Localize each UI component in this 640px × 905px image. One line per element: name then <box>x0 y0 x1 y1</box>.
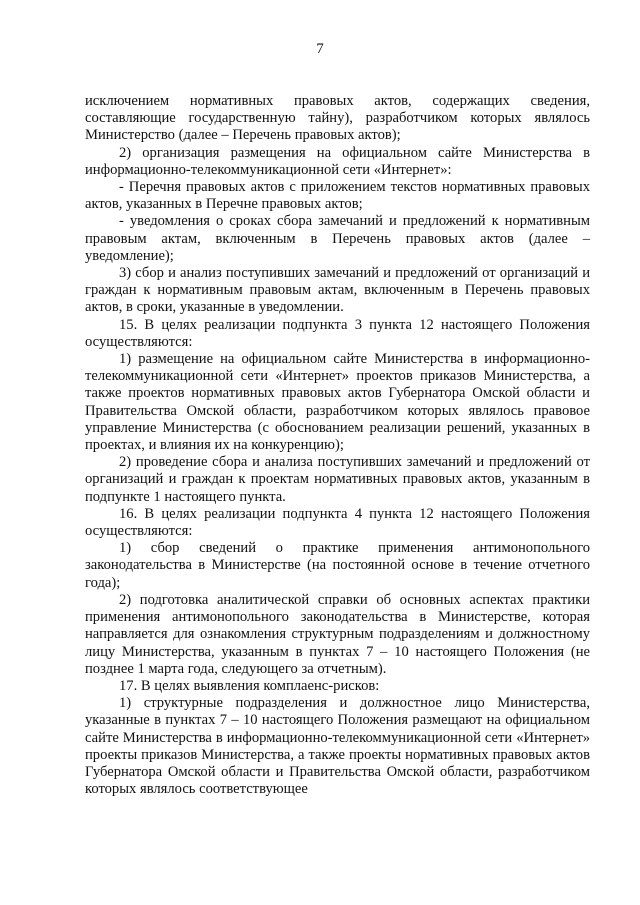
paragraph-item-2: 2) организация размещения на официальном сайте Министерства в информационно-телекоммуникационной сети «Интернет»: <box>85 144 590 178</box>
paragraph-dash-notification: - уведомления о сроках сбора замечаний и предложений к нормативным правовым актам, включенным в Перечень правовых актов (далее – уведомление); <box>85 213 590 264</box>
paragraph-clause-17: 17. В целях выявления комплаенс-рисков: <box>119 677 380 694</box>
document-body <box>85 93 590 798</box>
paragraph-clause-17-item-1: 1) структурные подразделения и должностное лицо Министерства, указанные в пунктах 7 – 10 настоящего Положения размещают на официальном сайте Министерства в информационно-телекоммуникационной сети «Интернет» проекты приказов Министерства, а также проекты нормативных правовых актов Губернатора Омской области и Правительства Омской области, разработчиком которых являлось соответствующее <box>85 695 590 798</box>
page-number: 7 <box>316 41 324 57</box>
paragraph-clause-15-item-1: 1) размещение на официальном сайте Министерства в информационно-телекоммуникационной сети «Интернет» проектов приказов Министерства, а также проектов нормативных правовых актов Губернатора Омской области и Правительства Омской области, разработчиком которых являлось правовое управление Министерства (с обоснованием реализации решений, указанных в проектах, и влияния их на конкуренцию); <box>85 351 590 454</box>
paragraph-clause-15: 15. В целях реализации подпункта 3 пункта 12 настоящего Положения осуществляются: <box>85 316 590 350</box>
paragraph-clause-16-item-2: 2) подготовка аналитической справки об основных аспектах практики применения антимонопольного законодательства в Министерстве, которая направляется для ознакомления структурным подразделениям и должностному лицу Министерства, указанным в пунктах 7 – 10 настоящего Положения (не позднее 1 марта года, следующего за отчетным). <box>85 591 590 677</box>
paragraph-continuation: исключением нормативных правовых актов, содержащих сведения, составляющие государственную тайну), разработчиком которых являлось Министерство (далее – Перечень правовых актов); <box>85 93 590 144</box>
paragraph-clause-16-item-1: 1) сбор сведений о практике применения антимонопольного законодательства в Министерстве (на постоянной основе в течение отчетного года); <box>85 540 590 591</box>
paragraph-item-3: 3) сбор и анализ поступивших замечаний и предложений от организаций и граждан к нормативным правовым актам, включенным в Перечень правовых актов, в сроки, указанные в уведомлении. <box>85 265 590 316</box>
paragraph-dash-list-of-acts: - Перечня правовых актов с приложением текстов нормативных правовых актов, указанных в Перечне правовых актов; <box>85 179 590 213</box>
paragraph-clause-15-item-2: 2) проведение сбора и анализа поступивших замечаний и предложений от организаций и граждан к проектам нормативных правовых актов, указанным в подпункте 1 настоящего пункта. <box>85 454 590 505</box>
paragraph-clause-16: 16. В целях реализации подпункта 4 пункта 12 настоящего Положения осуществляются: <box>85 505 590 540</box>
